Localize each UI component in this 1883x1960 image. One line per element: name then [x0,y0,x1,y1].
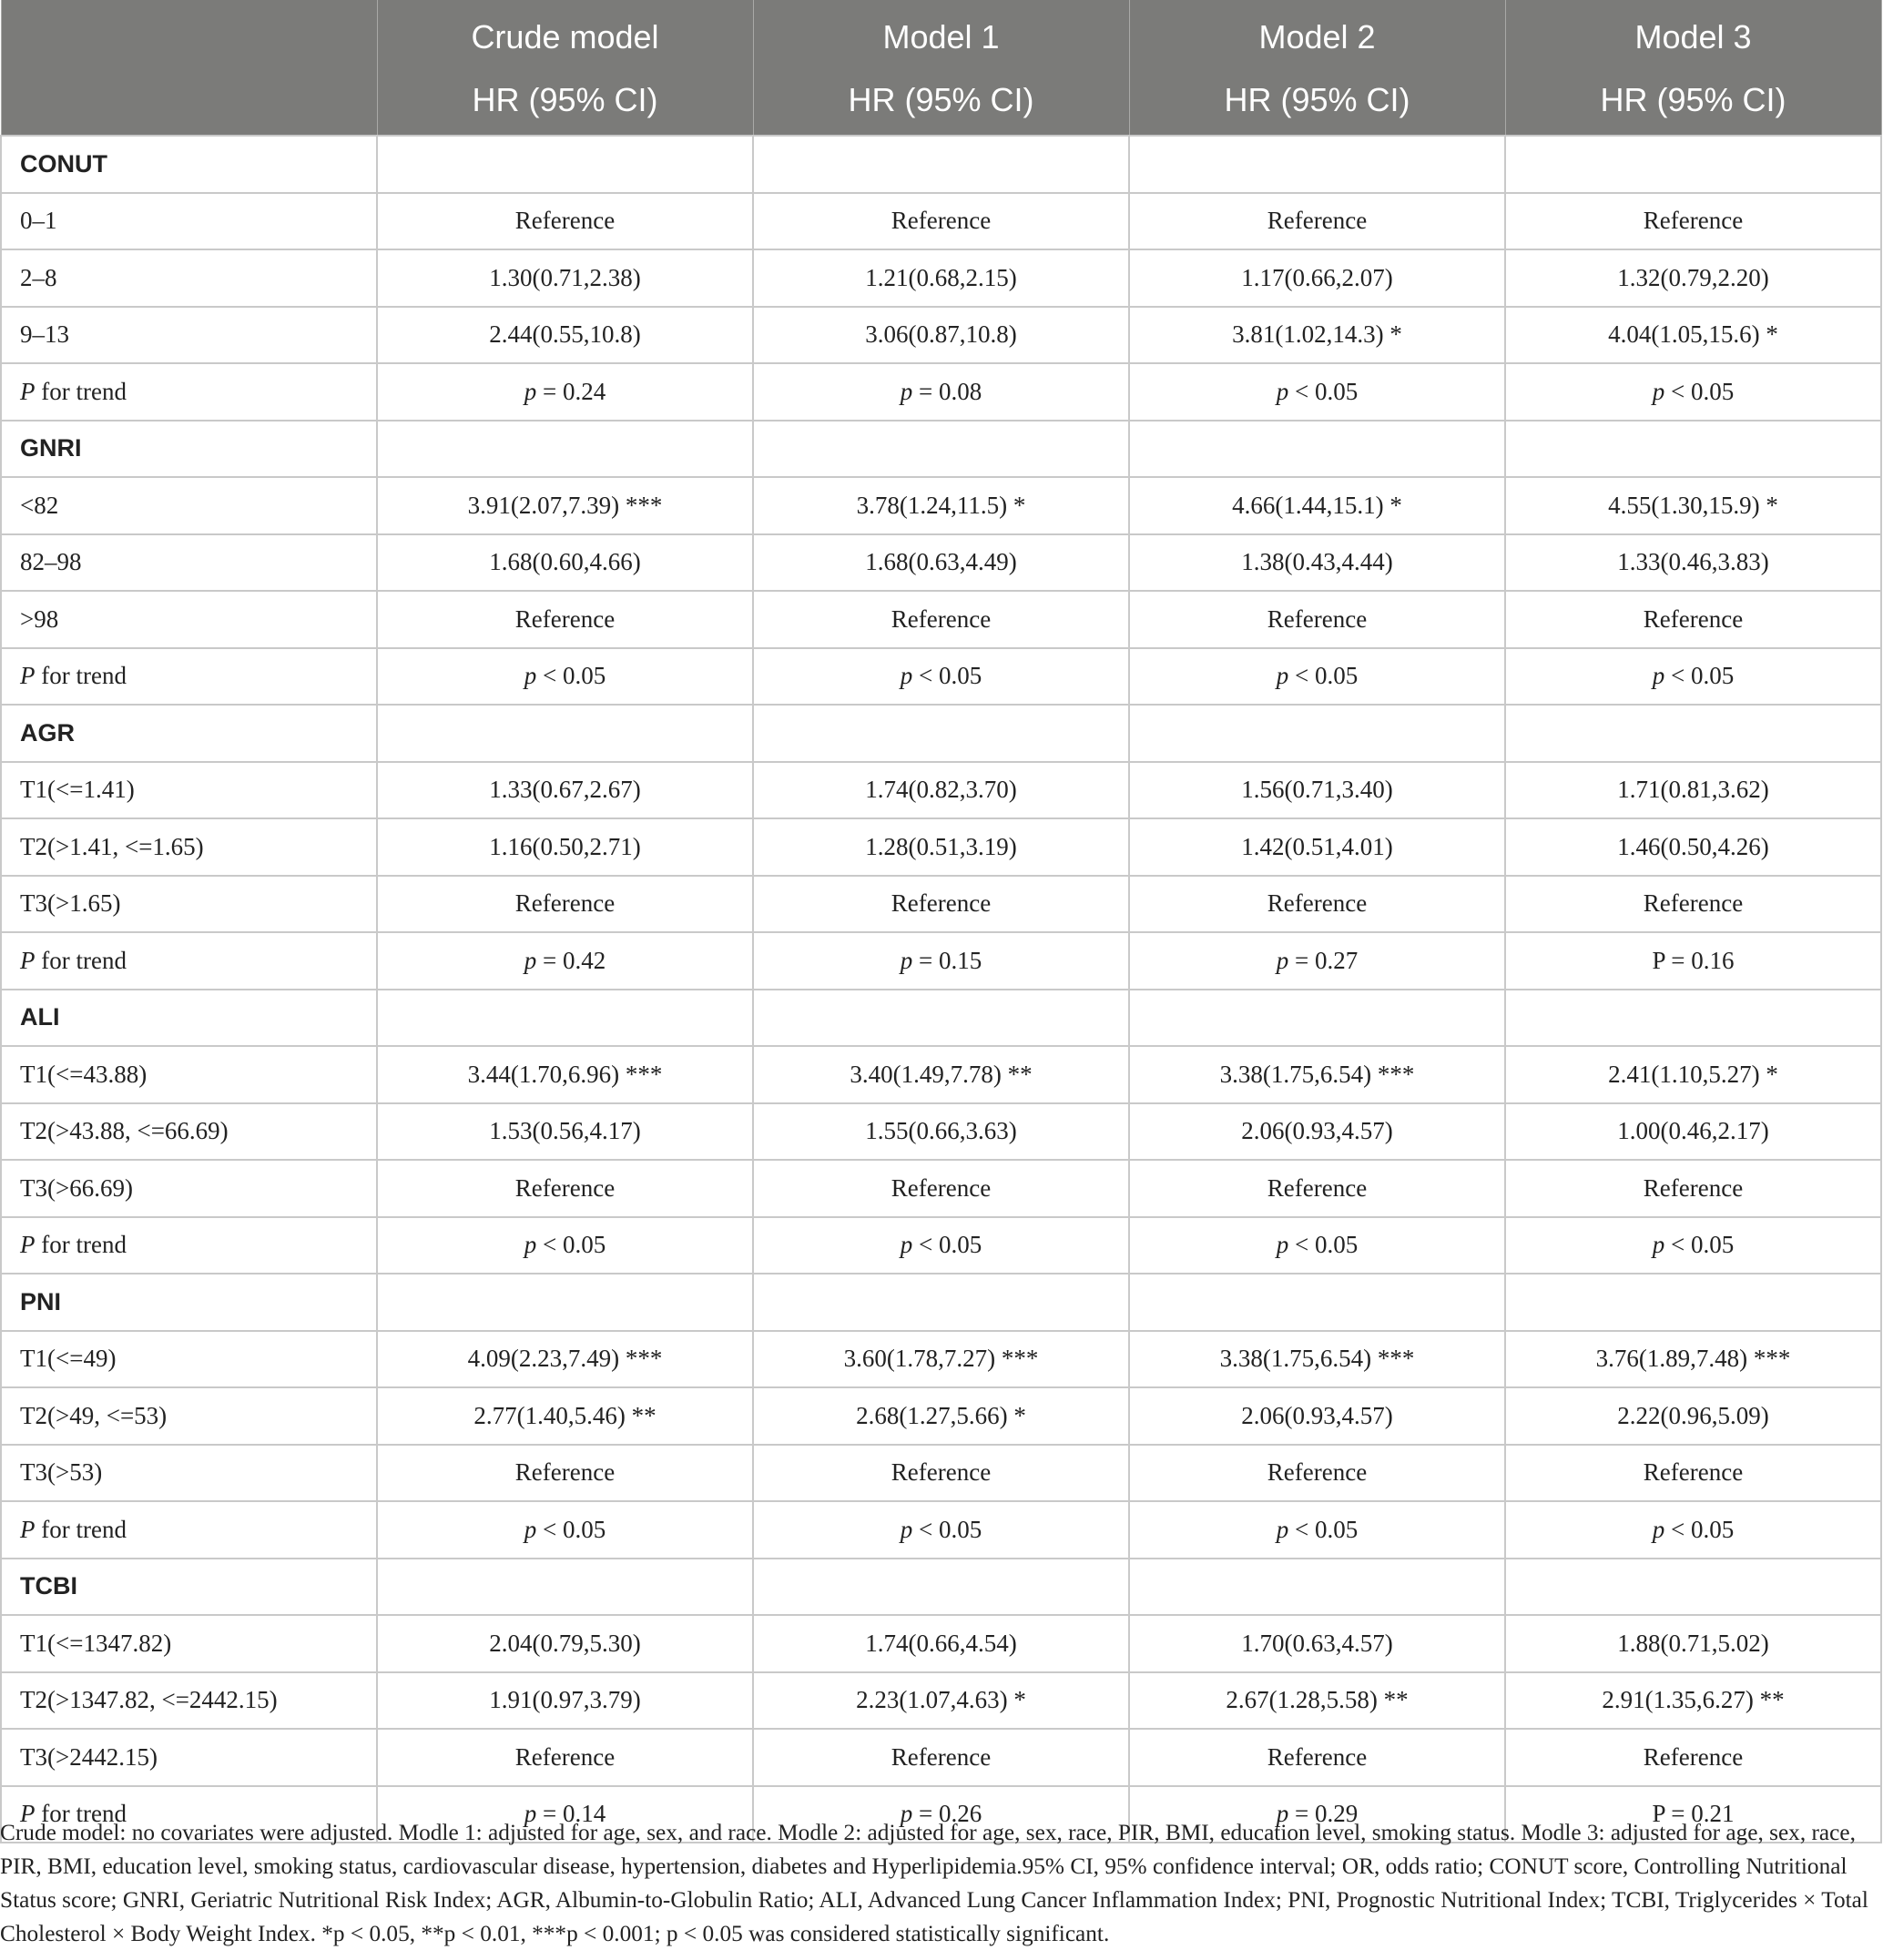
table-row [1,876,1881,933]
p-symbol: p [1276,377,1289,405]
row-label-prefix: P [20,1231,36,1259]
table-cell [1505,990,1881,1047]
table-cell: 2.67(1.28,5.58) ** [1129,1672,1505,1730]
trend-row [1,363,1881,421]
p-symbol: p [524,662,537,690]
table-cell [377,421,753,478]
header-row-metric [1,68,1881,136]
p-symbol: p [524,1800,537,1828]
table-cell: 3.78(1.24,11.5) * [753,477,1129,534]
section-row [1,421,1881,478]
table-cell [377,990,753,1047]
row-label: CONUT [1,136,377,193]
p-symbol: p [1276,946,1289,974]
section-row [1,136,1881,193]
table-row [1,762,1881,819]
table-cell: 1.55(0.66,3.63) [753,1103,1129,1161]
p-value: < 0.05 [1664,377,1735,405]
p-value: < 0.05 [536,1231,606,1259]
row-label: T1(<=1347.82) [1,1615,377,1672]
table-cell: Reference [753,193,1129,250]
table-cell: Reference [377,876,753,933]
table-row [1,591,1881,648]
section-row [1,990,1881,1047]
table-cell [753,932,1129,990]
table-cell: 1.70(0.63,4.57) [1129,1615,1505,1672]
row-label [1,648,377,706]
row-label: 0–1 [1,193,377,250]
p-value: < 0.05 [536,662,606,690]
table-cell [1129,1559,1505,1616]
table-cell: 1.88(0.71,5.02) [1505,1615,1881,1672]
p-symbol: p [900,1231,913,1259]
table-cell: 1.68(0.60,4.66) [377,534,753,592]
table-cell: 1.28(0.51,3.19) [753,818,1129,876]
trend-row [1,648,1881,706]
row-label: T1(<=1.41) [1,762,377,819]
table-cell: 2.41(1.10,5.27) * [1505,1046,1881,1103]
table-cell: Reference [1129,591,1505,648]
header-model-2: Model 2 [1129,0,1505,68]
p-value: < 0.05 [1288,1231,1359,1259]
table-cell [377,648,753,706]
table-cell: 1.33(0.46,3.83) [1505,534,1881,592]
row-label-prefix: P [20,1800,36,1828]
table-cell: Reference [753,1729,1129,1786]
table-cell: 2.68(1.27,5.66) * [753,1387,1129,1445]
table-cell [377,136,753,193]
row-label-text: for trend [41,377,127,405]
p-value: < 0.05 [912,662,982,690]
table-cell: 1.33(0.67,2.67) [377,762,753,819]
header-row-models [1,0,1881,68]
table-cell: 2.06(0.93,4.57) [1129,1387,1505,1445]
p-value: < 0.05 [536,1515,606,1543]
p-symbol: p [1652,662,1665,690]
table-cell: 2.04(0.79,5.30) [377,1615,753,1672]
p-symbol: p [900,377,913,405]
table-cell: 3.60(1.78,7.27) *** [753,1331,1129,1388]
header-model-3: Model 3 [1505,0,1881,68]
table-cell [753,705,1129,762]
table-cell: 2.91(1.35,6.27) ** [1505,1672,1881,1730]
table-cell [377,1217,753,1275]
row-label [1,932,377,990]
row-label [1,1217,377,1275]
p-symbol: p [900,1515,913,1543]
table-cell: 1.16(0.50,2.71) [377,818,753,876]
table-cell [377,932,753,990]
table-cell: 1.42(0.51,4.01) [1129,818,1505,876]
table-cell: 3.76(1.89,7.48) *** [1505,1331,1881,1388]
section-row [1,1559,1881,1616]
table-cell: 4.04(1.05,15.6) * [1505,307,1881,364]
table-row [1,1615,1881,1672]
row-label-prefix: P [20,1515,36,1543]
header-hr-crude: HR (95% CI) [377,68,753,136]
p-symbol: p [1276,1800,1289,1828]
table-cell: 1.74(0.82,3.70) [753,762,1129,819]
table-cell [1129,1217,1505,1275]
table-row [1,477,1881,534]
table-cell: 1.74(0.66,4.54) [753,1615,1129,1672]
table-cell [1505,1559,1881,1616]
table-cell: Reference [377,193,753,250]
p-symbol: p [900,662,913,690]
p-symbol: p [1652,1231,1665,1259]
table-cell [753,990,1129,1047]
table-cell: Reference [377,1160,753,1217]
table-cell: Reference [377,1445,753,1502]
table-cell [1129,990,1505,1047]
table-cell: Reference [753,1445,1129,1502]
p-value: = 0.26 [912,1800,982,1828]
p-value: = 0.15 [912,946,982,974]
table-cell: 3.40(1.49,7.78) ** [753,1046,1129,1103]
p-value: < 0.05 [1288,377,1359,405]
row-label: T3(>66.69) [1,1160,377,1217]
p-symbol: p [524,1231,537,1259]
table-cell: Reference [1505,193,1881,250]
row-label-text: for trend [41,662,127,690]
row-label: <82 [1,477,377,534]
table-cell [1505,136,1881,193]
table-cell [377,1559,753,1616]
table-row [1,1672,1881,1730]
table-cell [1129,136,1505,193]
table-cell: 3.38(1.75,6.54) *** [1129,1046,1505,1103]
header-model-1: Model 1 [753,0,1129,68]
section-row [1,705,1881,762]
p-symbol: p [1652,1515,1665,1543]
table-cell [1129,363,1505,421]
row-label: >98 [1,591,377,648]
table-cell [753,1274,1129,1331]
table-cell [1505,1274,1881,1331]
table-cell: Reference [1505,591,1881,648]
table-row [1,1387,1881,1445]
row-label-prefix: P [20,377,36,405]
row-label: T2(>1.41, <=1.65) [1,818,377,876]
table-cell [753,421,1129,478]
row-label: T3(>1.65) [1,876,377,933]
table-footnote: Crude model: no covariates were adjusted. Modle 1: adjusted for age, sex, and race. Modle 2: adjusted for age, sex, race, PIR, BMI, education level, smoking status. Modle 3: adjusted for age, sex, race, PIR, BMI, education level, smoking status, cardiovascular disease, hypertension, diabetes and Hyperlipidemia.95% CI, 95% confidence interval; OR, odds ratio; CONUT score, Controlling Nutritional Status score; GNRI, Geriatric Nutritional Risk Index; AGR, Albumin-to-Globulin Ratio; ALI, Advanced Lung Cancer Inflammation Index; PNI, Prognostic Nutritional Index; TCBI, Triglycerides × Total Cholesterol × Body Weight Index. *p < 0.05, **p < 0.01, ***p < 0.001; p < 0.05 was considered statistically significant. [0,1820,1868,1946]
header-corner-2 [1,68,377,136]
table-row [1,1160,1881,1217]
p-symbol: p [1652,377,1665,405]
table-cell: 2.23(1.07,4.63) * [753,1672,1129,1730]
table-cell [1505,363,1881,421]
table-cell [1505,932,1881,990]
row-label-text: for trend [41,1800,127,1828]
trend-row [1,1217,1881,1275]
table-cell: 3.81(1.02,14.3) * [1129,307,1505,364]
row-label: 2–8 [1,249,377,307]
row-label: PNI [1,1274,377,1331]
row-label-prefix: P [20,946,36,974]
row-label: T3(>53) [1,1445,377,1502]
p-value: = 0.24 [536,377,606,405]
table-row [1,1103,1881,1161]
table-cell: 1.30(0.71,2.38) [377,249,753,307]
p-symbol: p [524,377,537,405]
p-value: < 0.05 [1288,1515,1359,1543]
table-cell: Reference [1129,193,1505,250]
p-symbol: p [1276,662,1289,690]
table-cell [753,136,1129,193]
row-label [1,363,377,421]
table-cell: Reference [753,876,1129,933]
table-cell: 4.66(1.44,15.1) * [1129,477,1505,534]
table-cell: 1.53(0.56,4.17) [377,1103,753,1161]
row-label: GNRI [1,421,377,478]
table-cell [1129,421,1505,478]
section-row [1,1274,1881,1331]
table-cell [377,705,753,762]
table-cell [753,648,1129,706]
table-cell: Reference [377,1729,753,1786]
table-cell: 4.09(2.23,7.49) *** [377,1331,753,1388]
table-row [1,818,1881,876]
table-cell [377,1274,753,1331]
row-label: T1(<=43.88) [1,1046,377,1103]
table-cell: Reference [377,591,753,648]
table-cell: Reference [1129,1445,1505,1502]
header-corner [1,0,377,68]
table-cell [1505,705,1881,762]
table-cell: 1.21(0.68,2.15) [753,249,1129,307]
table-cell: 1.00(0.46,2.17) [1505,1103,1881,1161]
p-value: < 0.05 [1664,1231,1735,1259]
table-cell: Reference [1129,876,1505,933]
p-value: < 0.05 [1664,662,1735,690]
row-label: T1(<=49) [1,1331,377,1388]
table-cell: Reference [1505,876,1881,933]
header-crude-model: Crude model [377,0,753,68]
p-value: = 0.29 [1288,1800,1359,1828]
table-cell [1129,1501,1505,1559]
row-label: ALI [1,990,377,1047]
p-symbol: p [1276,1231,1289,1259]
row-label-text: for trend [41,1515,127,1543]
table-cell: Reference [1129,1160,1505,1217]
p-symbol: p [1276,1515,1289,1543]
row-label-prefix: P [20,662,36,690]
row-label: 9–13 [1,307,377,364]
row-label: T2(>43.88, <=66.69) [1,1103,377,1161]
table-row [1,1445,1881,1502]
p-value: P = 0.21 [1652,1800,1735,1828]
p-value: < 0.05 [1664,1515,1735,1543]
p-value: = 0.27 [1288,946,1359,974]
table-row [1,1729,1881,1786]
table-cell [753,1559,1129,1616]
table-cell [753,1217,1129,1275]
table-cell: Reference [753,1160,1129,1217]
table-cell: 3.38(1.75,6.54) *** [1129,1331,1505,1388]
table-cell: 1.68(0.63,4.49) [753,534,1129,592]
table-cell: 1.46(0.50,4.26) [1505,818,1881,876]
row-label-text: for trend [41,946,127,974]
p-value: P = 0.16 [1652,946,1735,974]
row-label: T3(>2442.15) [1,1729,377,1786]
table-cell: 1.91(0.97,3.79) [377,1672,753,1730]
table-cell: Reference [1129,1729,1505,1786]
row-label-text: for trend [41,1231,127,1259]
row-label: T2(>49, <=53) [1,1387,377,1445]
p-value: = 0.08 [912,377,982,405]
table-cell [1129,932,1505,990]
table-row [1,249,1881,307]
table-cell: 2.77(1.40,5.46) ** [377,1387,753,1445]
row-label: T2(>1347.82, <=2442.15) [1,1672,377,1730]
table-body [1,136,1881,1843]
table-cell [1129,1274,1505,1331]
row-label: TCBI [1,1559,377,1616]
table-cell [377,363,753,421]
table-cell [753,1501,1129,1559]
table-cell: 1.56(0.71,3.40) [1129,762,1505,819]
table-cell: 3.06(0.87,10.8) [753,307,1129,364]
table-row [1,534,1881,592]
p-value: < 0.05 [912,1231,982,1259]
p-value: < 0.05 [912,1515,982,1543]
trend-row [1,1501,1881,1559]
header-hr-model-2: HR (95% CI) [1129,68,1505,136]
p-value: < 0.05 [1288,662,1359,690]
table-cell [1505,1501,1881,1559]
header-hr-model-3: HR (95% CI) [1505,68,1881,136]
table-cell [1129,648,1505,706]
trend-row [1,932,1881,990]
table-row [1,1046,1881,1103]
table-cell [377,1501,753,1559]
table-cell [1129,705,1505,762]
table-cell [753,363,1129,421]
p-value: = 0.42 [536,946,606,974]
table-cell: Reference [753,591,1129,648]
row-label [1,1501,377,1559]
row-label: 82–98 [1,534,377,592]
table-cell: Reference [1505,1445,1881,1502]
p-symbol: p [524,946,537,974]
table-cell: 2.06(0.93,4.57) [1129,1103,1505,1161]
table-header [1,0,1881,136]
table-cell: Reference [1505,1160,1881,1217]
table-cell: 1.17(0.66,2.07) [1129,249,1505,307]
p-symbol: p [524,1515,537,1543]
p-symbol: p [900,1800,913,1828]
table-cell: 3.91(2.07,7.39) *** [377,477,753,534]
table-cell: 2.44(0.55,10.8) [377,307,753,364]
table-cell [1505,648,1881,706]
table-cell: 2.22(0.96,5.09) [1505,1387,1881,1445]
table-cell: 3.44(1.70,6.96) *** [377,1046,753,1103]
row-label: AGR [1,705,377,762]
table-cell: 1.32(0.79,2.20) [1505,249,1881,307]
table-cell [1505,1217,1881,1275]
table-cell: Reference [1505,1729,1881,1786]
table-row [1,1331,1881,1388]
table-cell [1505,421,1881,478]
table-cell: 1.71(0.81,3.62) [1505,762,1881,819]
table-row [1,307,1881,364]
header-hr-model-1: HR (95% CI) [753,68,1129,136]
table-row [1,193,1881,250]
p-value: = 0.14 [536,1800,606,1828]
table-cell: 1.38(0.43,4.44) [1129,534,1505,592]
p-symbol: p [900,946,913,974]
table-cell: 4.55(1.30,15.9) * [1505,477,1881,534]
